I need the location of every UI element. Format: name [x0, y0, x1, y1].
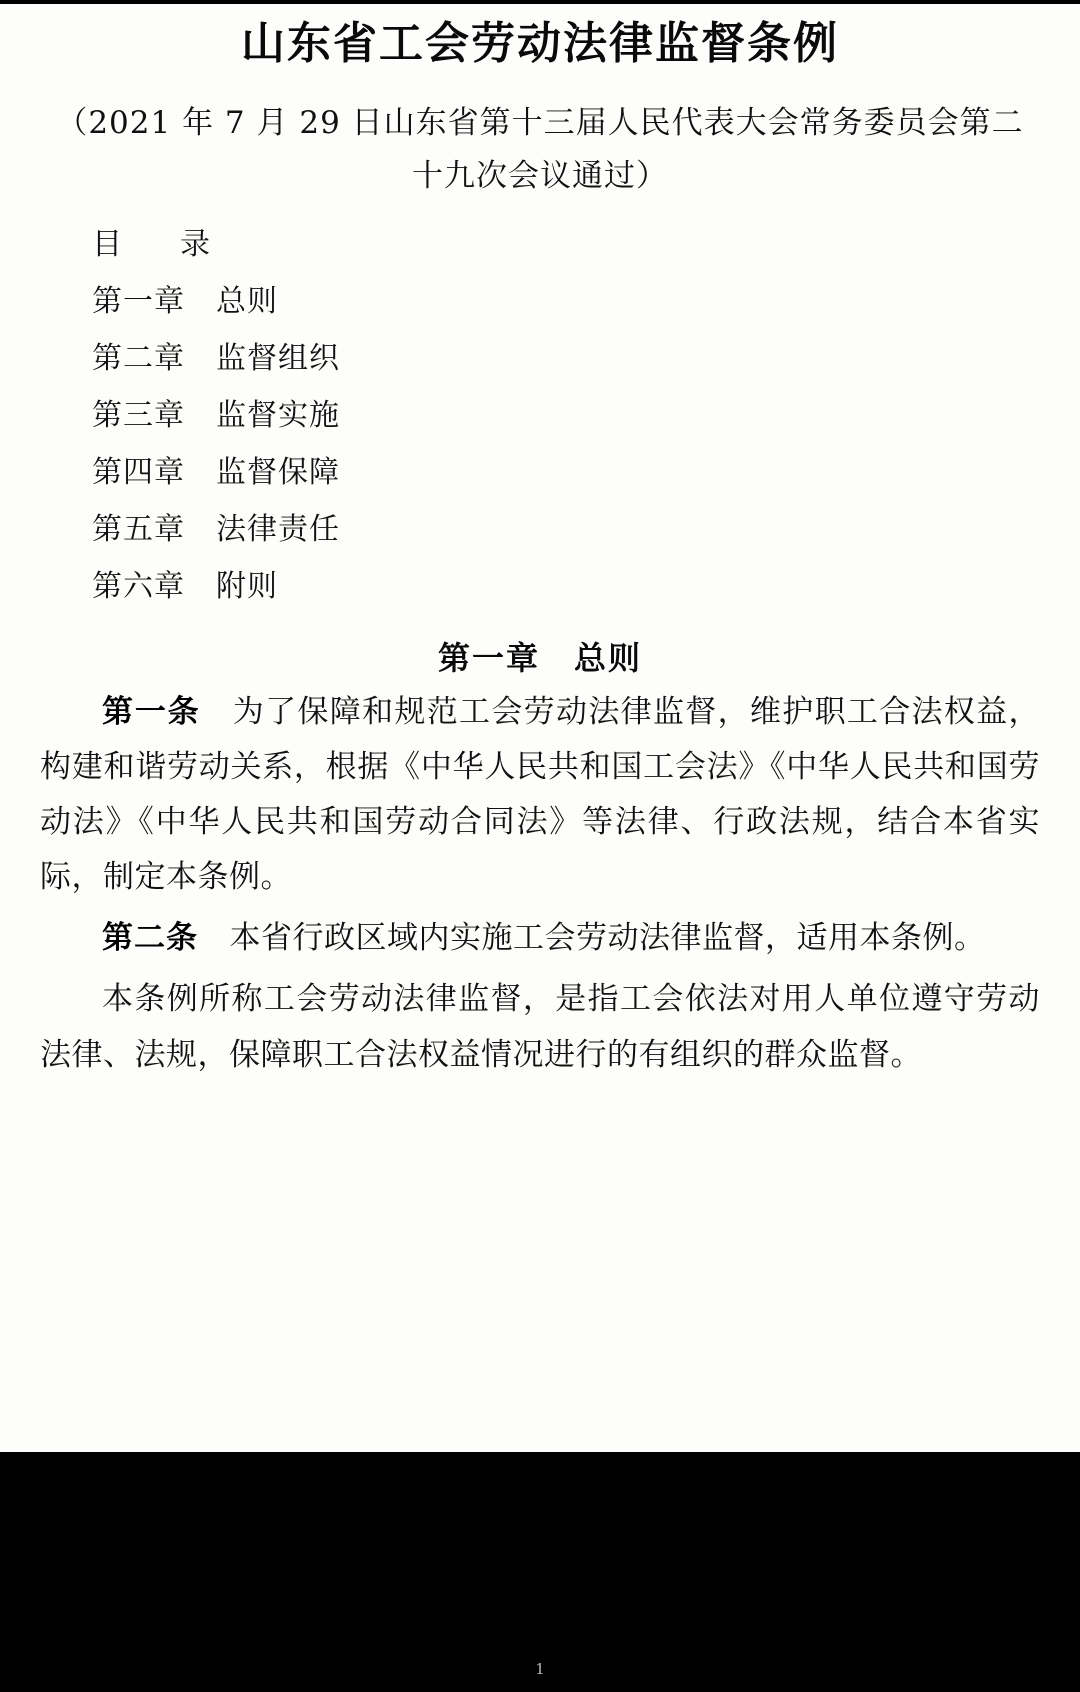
- toc-item-chapter-2: 第二章 监督组织: [92, 340, 340, 376]
- page-title: 山东省工会劳动法律监督条例: [241, 18, 839, 69]
- toc-item-chapter-3: 第三章 监督实施: [92, 397, 340, 433]
- article-1-label: 第一条: [102, 693, 201, 730]
- article-1-text: 为了保障和规范工会劳动法律监督，维护职工合法权益，构建和谐劳动关系，根据《中华人民共和国工会法》《中华人民共和国劳动法》《中华人民共和国劳动合同法》等法律、行政法规，结合本省实际，制定本条例。: [40, 693, 1041, 896]
- article-2-label: 第二条: [102, 920, 198, 957]
- chapter-heading: 第一章 总则: [437, 638, 642, 677]
- article-2-text: 本省行政区域内实施工会劳动法律监督，适用本条例。: [198, 920, 986, 957]
- toc-item-chapter-5: 第五章 法律责任: [92, 511, 340, 547]
- document-subtitle: （2021 年 7 月 29 日山东省第十三届人民代表大会常务委员会第二十九次会议通过）: [56, 105, 1024, 195]
- article-2: [40, 911, 1040, 966]
- article-1: [40, 685, 1040, 906]
- toc-item-chapter-6: 第六章 附则: [92, 568, 278, 604]
- page-paper: [0, 4, 1080, 1452]
- page-number: 1: [535, 1660, 545, 1678]
- toc-item-chapter-4: 第四章 监督保障: [92, 454, 340, 490]
- toc-heading: 目 录: [92, 226, 224, 262]
- toc-item-chapter-1: 第一章 总则: [92, 283, 278, 319]
- page-content: [0, 4, 1080, 1089]
- definition-paragraph: 本条例所称工会劳动法律监督，是指工会依法对用人单位遵守劳动法律、法规，保障职工合法权益情况进行的有组织的群众监督。: [40, 981, 1040, 1073]
